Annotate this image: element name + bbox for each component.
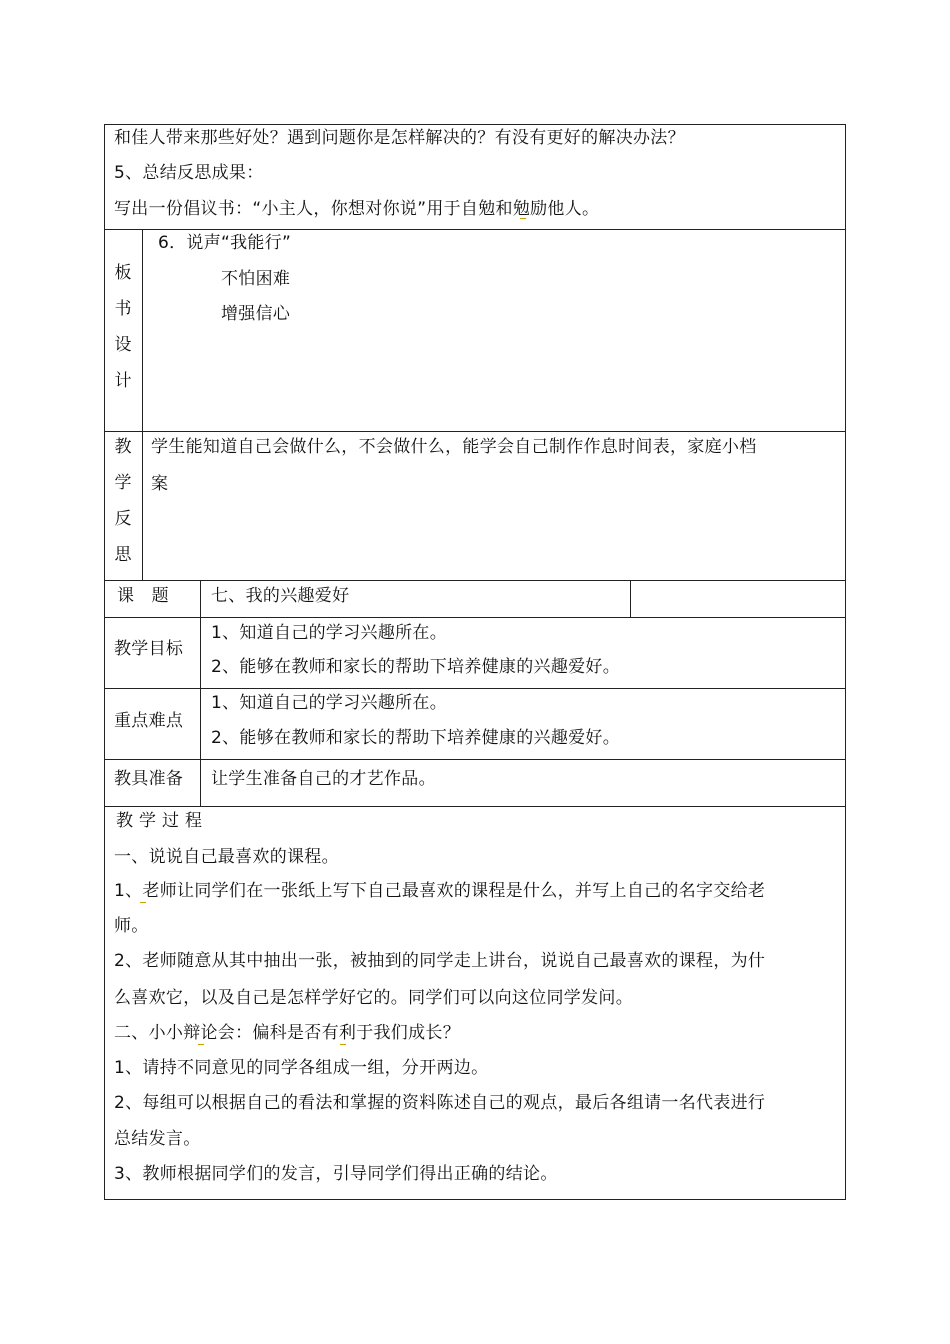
process-line: 师。	[114, 916, 149, 936]
label-char: 教	[114, 437, 132, 457]
process-line: 么喜欢它，以及自己是怎样学好它的。同学们可以向这位同学发问。	[114, 988, 633, 1008]
reflection-text: 案	[151, 474, 169, 494]
key-points-label: 重点难点	[114, 711, 184, 731]
label-char: 思	[114, 545, 132, 565]
goal-item: 2、能够在教师和家长的帮助下培养健康的兴趣爱好。	[211, 657, 621, 677]
process-line: 1、老师让同学们在一张纸上写下自己最喜欢的课程是什么，并写上自己的名字交给老	[114, 881, 766, 901]
goals-label: 教学目标	[114, 639, 184, 659]
column-divider	[630, 580, 631, 617]
board-design-title: 6．说声“我能行”	[158, 233, 292, 253]
process-line: 一、说说自己最喜欢的课程。	[114, 847, 339, 867]
row-divider	[104, 688, 846, 689]
spellcheck-mark	[198, 1040, 204, 1045]
process-line: 2、每组可以根据自己的看法和掌握的资料陈述自己的观点，最后各组请一名代表进行	[114, 1093, 766, 1113]
process-line: 2、老师随意从其中抽出一张，被抽到的同学走上讲台，说说自己最喜欢的课程，为什	[114, 951, 766, 971]
label-char: 书	[114, 299, 132, 319]
proposal-text: 写出一份倡议书：“小主人，你想对你说”用于自勉和勉励他人。	[114, 199, 600, 219]
board-design-item: 增强信心	[221, 304, 291, 324]
row-divider	[104, 229, 846, 230]
label-char: 学	[114, 473, 132, 493]
goal-item: 1、知道自己的学习兴趣所在。	[211, 623, 448, 643]
key-point-item: 2、能够在教师和家长的帮助下培养健康的兴趣爱好。	[211, 728, 621, 748]
process-line: 1、请持不同意见的同学各组成一组，分开两边。	[114, 1058, 489, 1078]
column-divider	[200, 580, 201, 806]
reflection-label	[113, 429, 133, 573]
row-divider	[104, 580, 846, 581]
process-line: 二、小小辩论会：偏科是否有利于我们成长？	[114, 1023, 460, 1043]
row-divider	[104, 806, 846, 807]
board-design-label	[113, 255, 133, 399]
process-line: 总结发言。	[114, 1129, 201, 1149]
materials-value: 让学生准备自己的才艺作品。	[211, 769, 436, 789]
row-divider	[104, 617, 846, 618]
spellcheck-mark	[340, 1040, 346, 1045]
step-heading: 5、总结反思成果：	[114, 163, 264, 183]
continued-text-line: 和佳人带来那些好处？遇到问题你是怎样解决的？有没有更好的解决办法？	[114, 128, 685, 148]
topic-value: 七、我的兴趣爱好	[211, 586, 350, 606]
spellcheck-mark	[520, 214, 526, 219]
key-point-item: 1、知道自己的学习兴趣所在。	[211, 693, 448, 713]
reflection-text: 学生能知道自己会做什么，不会做什么，能学会自己制作作息时间表，家庭小档	[151, 437, 757, 457]
topic-label: 课 题	[117, 586, 169, 606]
label-char: 反	[114, 509, 132, 529]
label-char: 计	[114, 371, 132, 391]
process-heading: 教 学 过 程	[116, 811, 203, 831]
spellcheck-mark	[140, 898, 146, 903]
column-divider	[142, 229, 143, 580]
label-char: 设	[114, 335, 132, 355]
row-divider	[104, 759, 846, 760]
label-char: 板	[114, 263, 132, 283]
board-design-item: 不怕困难	[221, 269, 291, 289]
process-line: 3、教师根据同学们的发言，引导同学们得出正确的结论。	[114, 1164, 558, 1184]
materials-label: 教具准备	[114, 769, 184, 789]
row-divider	[104, 431, 846, 432]
